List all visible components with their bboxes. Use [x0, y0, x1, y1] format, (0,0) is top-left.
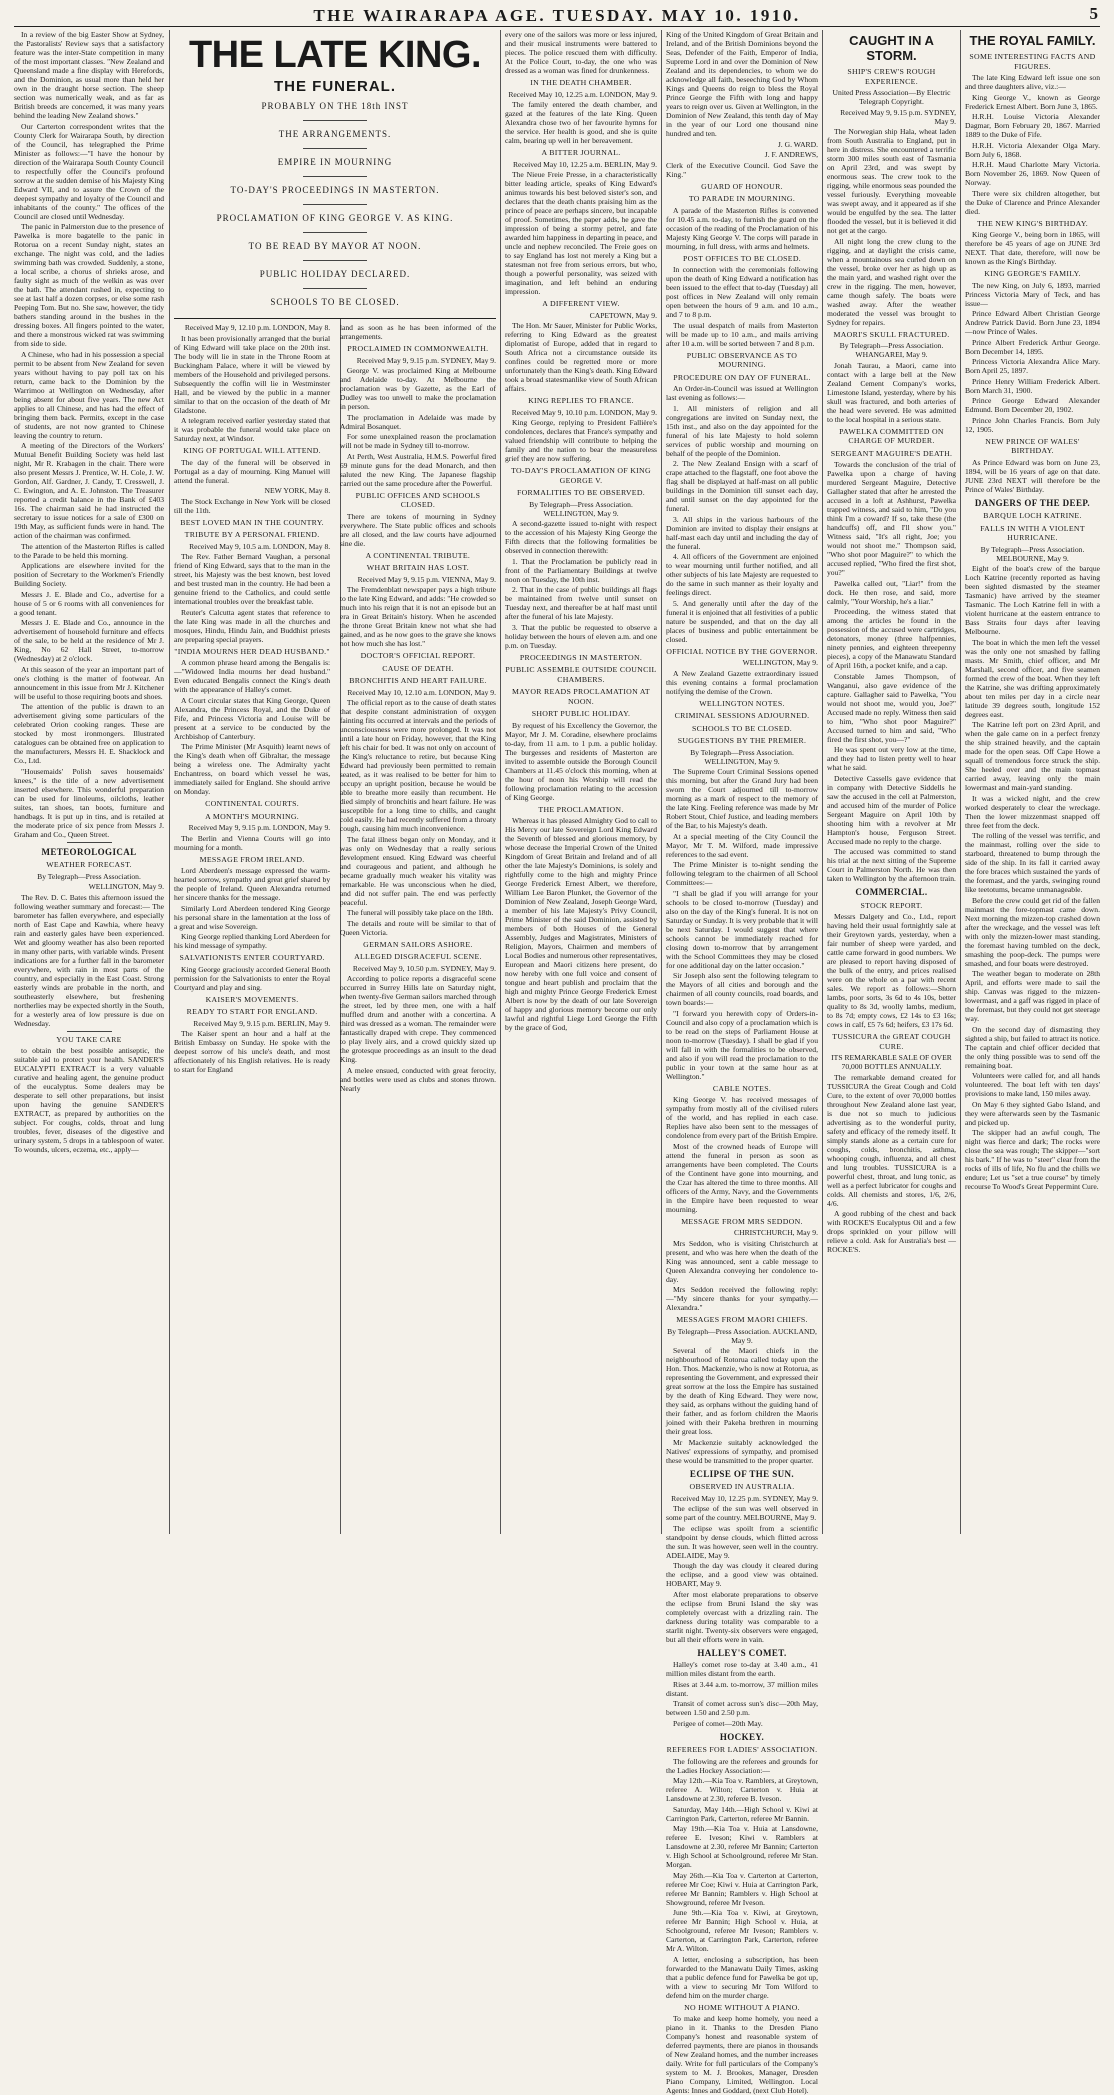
paragraph: The Norwegian ship Hala, wheat laden from South Australia to England, put in here in distress. She encountered a terrific storm 300 miles south east of Tasmania on April 23rd, and was swept by enormous seas. The crew took to the rigging, while enormous seas pounded the vessel furiously. Everything moveable was swept away, and it appeared as if she would be engulfed by the sea. The latter flooded the vessel, but it is believed it did not get at the cargo. — [827, 127, 956, 235]
column-7 — [965, 30, 1100, 2089]
paragraph: Before the crew could get rid of the fallen mainmast the fore-topmast came down. Next morning the mizzen-top crashed down after the wreckage, and the vessel was left with only the mizzen-lower mast standing, the foremast having tumbled on the deck, smashing the poop-deck. The pumps were smashed, and four boats were destroyed. — [965, 896, 1100, 968]
signature: J. F. ANDREWS, — [666, 150, 818, 159]
subheading: THE PROCLAMATION. — [505, 805, 657, 815]
subheading: IN THE DEATH CHAMBER. — [505, 78, 657, 88]
paragraph: According to police reports a disgraceful scene occurred in Surrey Hills late on Saturday night, when twenty-five German sailors marched through the street, led by three men, one with a half muffled drum and another with a concertina. A third was dressed as a woman. The remainder were fantastically draped with crepe. They commenced to play lively airs, and a crowd quickly sized up the grotesque proceedings as an insult to the dead King. — [340, 974, 496, 1064]
dateline: Received May 10, 12.25 a.m. LONDON, May 9. — [505, 90, 657, 99]
paragraph: every one of the sailors was more or less injured, and their musical instruments were battered to pieces. The police rescued them with difficulty. At the Police Court, to-day, the one who was dressed as a woman was fined for drunkenness. — [505, 30, 657, 75]
paragraph: The Fremdenblatt newspaper pays a high tribute to the late King Edward, and adds: "He crowded so much into his reign that it is not an episode but an era in Great Britain's history. When he ascended the throne Great Britain knew not what she had gained, and as he now goes to the grave she knows not how much she has lost." — [340, 585, 496, 648]
dateline: CHRISTCHURCH, May 9. — [666, 1228, 818, 1237]
subheading: ALLEGED DISGRACEFUL SCENE. — [340, 952, 496, 962]
deck-line: PROBABLY ON THE 18th INST — [174, 101, 496, 112]
advert-text: To make and keep home homely, you need a piano in it. Thanks to the Dresden Piano Company's honest and reasonable system of deferred payments, there are pianos in thousands of New Zealand homes, and the number increases daily. Write for full particulars of the Company's system to M. J. Brookes, Manager, Dresden Piano Company, Limited, Wellington. Local Agents: Innes and Goddard, (next Club Hotel). — [666, 2014, 818, 2095]
paragraph: Towards the conclusion of the trial of Pawelka upon a charge of having murdered Sergeant Maguire, Detective Gallagher stated that after he arrested the accused in a loft at Ashhurst, Pawelka trapped witness, and said to him, "Do you think I'm a coward? If so, take these (the handcuffs) off, and I'll show you." Witness said, "It's all right, Joe; you would not shoot me." Thompson said, "Who shot poor Maguire?" to which the accused replied, "Who fired the first shot, you?" — [827, 460, 956, 577]
paragraph: King George V., being born in 1865, will therefore be 45 years of age on JUNE 3rd NEXT. That date, therefore, will now be known as the King's Birthday. — [965, 230, 1100, 266]
subheading: KING REPLIES TO FRANCE. — [505, 396, 657, 406]
paragraph: Jonah Taurau, a Maori, came into contact with a large bell at the New Zealand Cement Company's works, Limestone Island, yesterday, where by his skull was fractured, and both arteries of the head were severed. He was admitted to the local hospital in a serious state. — [827, 361, 956, 424]
subheading: PUBLIC OBSERVANCE AS TO MOURNING. — [666, 351, 818, 370]
subheading: KING OF PORTUGAL WILL ATTEND. — [174, 446, 330, 456]
paragraph: 2. The New Zealand Ensign with a scarf of crape attached to the flagstaff, one foot above the flag shall be displayed at half-mast on all public buildings in the Dominion till sunset each day, and until sunset on the day appointed for the funeral. — [666, 459, 818, 513]
paragraph: Pawelka called out, "Liar!" from the dock. He then rose, and said, more calmly, "Your Worship, he's a liar." — [827, 579, 956, 606]
advert-subheading: ITS REMARKABLE SALE OF OVER 70,000 BOTTLES ANNUALLY. — [827, 1053, 956, 1071]
subheading: MESSAGES FROM MAORI CHIEFS. — [666, 1315, 818, 1325]
paragraph: After most elaborate preparations to observe the eclipse from Bruni Island the sky was completely overcast with a drizzling rain. The darkness during totality was comparable to a starlit night. Twenty-six observers were engaged, but all their efforts were in vain. — [666, 1590, 818, 1644]
paragraph: At a special meeting of the City Council the Mayor, Mr T. M. Wilford, made impressive references to the sad event. — [666, 832, 818, 859]
deck-line: EMPIRE IN MOURNING — [174, 157, 496, 168]
dateline: Received May 10, 12.25 a.m. BERLIN, May 9. — [505, 160, 657, 169]
subheading: KING GEORGE'S FAMILY. — [965, 269, 1100, 279]
paragraph: 3. All ships in the various harbours of the Dominion are invited to display their ensigns at half-mast each day until and including the day of the funeral. — [666, 515, 818, 551]
paragraph: All night long the crew clung to the rigging, and at daylight the crisis came, when a mountainous sea curled down on the vessel, broke over her as high up as the main yard, and washed right over the crew in the rigging. The men, however, came though safely. The boats were washed away. After the weather moderated the vessel was brought to Sydney for repairs. — [827, 237, 956, 327]
dateline: Received May 9, 9.15 p.m. SYDNEY, May 9. — [827, 108, 956, 126]
paragraph: H.R.H. Maud Charlotte Mary Victoria. Born November 26, 1869. Now Queen of Norway. — [965, 160, 1100, 187]
subheading: SUGGESTIONS BY THE PREMIER. — [666, 736, 818, 746]
byline: United Press Association—By Electric Telegraph Copyright. — [827, 88, 956, 106]
paragraph: Most of the crowned heads of Europe will attend the funeral in person as soon as arrangements have been completed. The Courts of the Continent have gone into mourning, and the Czar has altered the time to three months. All officers of the Army, Navy, and the Governments in the Empire have been requested to wear mourning. — [666, 1142, 818, 1214]
subheading: BARQUE LOCH KATRINE. — [965, 511, 1100, 521]
page-number: 5 — [1090, 4, 1099, 24]
advert-heading: TUSSICURA the GREAT COUGH CURE. — [827, 1032, 956, 1051]
paragraph: The Rev. D. C. Bates this afternoon issued the following weather summary and forecast:— The barometer has fallen everywhere, and especially north of East Cape and Kawhia, where heavy rain and easterly gales have been experienced. Wet and gloomy weather has also been reported in many other parts, with variable winds. Present indications are for a further fall in the barometer everywhere, with rain in most parts of the country, and especially in the East Coast. Strong easterly winds are probable in the north, and southeasterly elsewhere, but freshening northerlies may be expected shortly in the South, for a westerly area of low pressure is due on Wednesday. — [14, 893, 164, 1028]
paragraph: It has been provisionally arranged that the burial of King Edward will take place on the 20th inst. The body will lie in state in the Throne Room at Buckingham Palace, where it will be viewed by members of the Household and privileged persons. Subsequently the coffin will lie in Westminster Hall, and be viewed by the public in a manner similar to that on the occasion of the death of Mr Gladstone. — [174, 334, 330, 415]
paragraph: The funeral will possibly take place on the 18th. — [340, 908, 496, 917]
dateline: CAPETOWN, May 9. — [505, 311, 657, 320]
paragraph: May 26th.—Kia Toa v. Carterton at Carterton, referee Mr Coe; Kiwi v. Huia at Carrington Park, referee Mr Bannin; Ramblers v. High School at Showground, referee Mr Iveson. — [666, 1871, 818, 1907]
subheading: KAISER'S MOVEMENTS. — [174, 995, 330, 1005]
dateline: Received May 9, 9.15 p.m. BERLIN, May 9. — [174, 1019, 330, 1028]
dateline: Received May 9, 9.15 p.m. VIENNA, May 9. — [340, 575, 496, 584]
subheading: POST OFFICES TO BE CLOSED. — [666, 254, 818, 264]
paragraph: The Rev. Father Bernard Vaughan, a personal friend of King Edward, says that to the man in the street, his Majesty was the best known, best loved and best trusted man in the country. He had been a genuine friend to the Catholics, and could settle international troubles over the breakfast table. — [174, 552, 330, 606]
dateline: Received May 9, 10.10 p.m. LONDON, May 9. — [505, 408, 657, 417]
subheading: MESSAGE FROM IRELAND. — [174, 855, 330, 865]
paragraph: King George V. has received messages of sympathy from mostly all of the civilised rulers of the world, and has replied in each case. Replies have also been sent to the messages of condolence from every part of the British Empire. — [666, 1095, 818, 1140]
paragraph: As Prince Edward was born on June 23, 1894, will be 16 years of age on that date. JUNE 23rd NEXT will therefore be the Prince of Wales' Birthday. — [965, 458, 1100, 494]
paragraph: Reuter's Calcutta agent states that reference to the late King was made in all the churches and mosques, Hindu, Hindu Jain, and Buddhist priests are preparing special prayers. — [174, 608, 330, 644]
article-left — [174, 323, 330, 1094]
column-2 — [174, 30, 496, 1534]
paragraph: A Chinese, who had in his possession a special permit to be absent from New Zealand for seven years without having to pay poll tax on his return, came back to the Dominion by the Warrimoo at Wellington on Wednesday, after being absent for about five years. The new Act applies to all Chinese, and has had the effect of bringing them back. Permits, except in the case of students, are not now granted to Chinese leaving the country to return. — [14, 350, 164, 440]
paragraph: June 9th.—Kia Toa v. Kiwi, at Greytown, referee Mr Bannin; High School v. Huia, at Schoolground, referee Mr Iveson; Ramblers v. Carterton, at Carrington Park, Carterton, referee Mr A. Wilton. — [666, 1908, 818, 1953]
paragraph: Messrs J. E. Blade and Co., announce in the advertisement of household furniture and effects of the sale, to be held at the residence of Mr J. King, No 62 Hall Street, to-morrow (Wednesday) at 2 o'clock. — [14, 618, 164, 663]
subheading: TO-DAY'S PROCLAMATION OF KING GEORGE V. — [505, 466, 657, 485]
column-rule — [822, 30, 823, 1534]
subheading: WHAT BRITAIN HAS LOST. — [340, 563, 496, 573]
paragraph: A melee ensued, conducted with great ferocity, and bottles were used as clubs and stones thrown. Nearly — [340, 1066, 496, 1093]
paragraph: A second-gazette issued to-night with respect to the accession of his Majesty King George the Fifth directs that the following formalities be observed in connection therewith: — [505, 519, 657, 555]
paragraph: Prince George Edward Alexander Edmund. Born December 20, 1902. — [965, 396, 1100, 414]
subheading: CABLE NOTES. — [666, 1084, 818, 1094]
paragraph: The eclipse of the sun was well observed in some part of the country. MELBOURNE, May 9. — [666, 1504, 818, 1522]
paragraph: Mrs Seddon received the following reply:—"My sincere thanks for your sympathy.—Alexandra." — [666, 1285, 818, 1312]
paragraph: At Perth, West Australia, H.M.S. Powerful fired 69 minute guns for the dead Monarch, and then saluted the new King. The Japanese flagship carried out the same procedure after the Powerful. — [340, 452, 496, 488]
paragraph: Prince John Charles Francis. Born July 12, 1905. — [965, 416, 1100, 434]
paragraph: The details and route will be similar to that of Queen Victoria. — [340, 919, 496, 937]
paragraph: There were six children altogether, but the Duke of Clarence and Prince Alexander died. — [965, 189, 1100, 216]
paragraph: Though the day was cloudy it cleared during the eclipse, and a good view was obtained. HOBART, May 9. — [666, 1561, 818, 1588]
subheading: STOCK REPORT. — [827, 901, 956, 911]
headline-deck — [174, 101, 496, 308]
paragraph: land as soon as he has been informed of the arrangements. — [340, 323, 496, 341]
subheading: BEST LOVED MAN IN THE COUNTRY. — [174, 518, 330, 528]
paragraph: The usual despatch of mails from Masterton will be made up to 10 a.m., and mails arriving after 10 a.m. will be sorted between 7 and 8 p.m. — [666, 321, 818, 348]
paragraph: On May 6 they sighted Gabo Island, and they were afterwards seen by the Tasmanic and picked up. — [965, 1100, 1100, 1127]
paragraph: "I shall be glad if you will arrange for your schools to be closed to-morrow (Tuesday) and also on the day of the King's funeral. It is not on Saturday or Sunday. It is very probable that it will be next Saturday. I would suggest that where schools cannot be immediately reached for closing down to-morrow that by arrangement with the School Committees they may be closed for one additional day on the latter occasion." — [666, 889, 818, 970]
paragraph: Transit of comet across sun's disc—20th May, between 1.50 and 2.50 p.m. — [666, 1699, 818, 1717]
byline: By Telegraph—Press Association. MELBOURNE, May 9. — [965, 545, 1100, 563]
byline: By Telegraph—Press Association. WELLINGTON, May 9. — [505, 500, 657, 518]
paragraph: Sir Joseph also sent the following telegram to the Mayors of all cities and borough and the chairmen of all county councils, road boards, and town boards:— — [666, 971, 818, 1007]
paragraph: 1. That the Proclamation be publicly read in front of the Parliamentary Buildings at twelve noon on Tuesday, the 10th inst. — [505, 557, 657, 584]
subheading: A CONTINENTAL TRIBUTE. — [340, 551, 496, 561]
subheading: PROCLAIMED IN COMMONWEALTH. — [340, 344, 496, 354]
paragraph: May 12th.—Kia Toa v. Ramblers, at Greytown, referee A. Wilton; Carterton v. Huia at Lansdowne at 2.30, referee B. Iveson. — [666, 1776, 818, 1803]
advert-text: The remarkable demand created for TUSSICURA the Great Cough and Cold Cure, to the extent of over 70,000 bottles throughout New Zealand alone last year, is due not so much to judicious advertising as to the wonderful purity, safety and efficacy of the remedy itself. It simply stands alone as a certain cure for coughs, colds, bronchitis, asthma, whooping cough, influenza, and all chest and lung troubles. TUSSICURA is a powerful chest, throat, and lung tonic, as well as a perfect lubricator for coughs and colds. All chemists and stores, 1/6, 2/6, 4/6. — [827, 1073, 956, 1208]
subheading: READY TO START FOR ENGLAND. — [174, 1007, 330, 1017]
paragraph: There are tokens of mourning in Sydney everywhere. The State public offices and schools are all closed, and the law courts have adjourned sine die. — [340, 512, 496, 548]
deck-line: PROCLAMATION OF KING GEORGE V. AS KING. — [174, 213, 496, 224]
section-boldhead: CAUGHT IN A STORM. — [827, 33, 956, 63]
dateline: Received May 9, 9.15 p.m. LONDON, May 9. — [174, 823, 330, 832]
article-right — [340, 323, 496, 1094]
paragraph: The official report as to the cause of death states that despite constant administration of oxygen fainting fits occurred at intervals and the periods of unconsciousness were more prolonged. It was not until a late hour on Friday, however, that the King left his chair for bed. It was not only on account of the King's reluctance to retire, but because King Edward had previously been permitted to remain seated, as it was realised to be better for him to occupy an upright position, because he would be able to breathe more easily than recumbent. He died simply of bronchitis and heart failure. He was susceptible for a long time to chills, and caught cold easily. He had recently suffered from a throaty cough, causing him much inconvenience. — [340, 698, 496, 833]
paragraph: The attention of the Masterton Rifles is called to the Parade to be held this morning. — [14, 542, 164, 560]
paragraph: A meeting of the Directors of the Workers' Mutual Benefit Building Society was held last night, Mr R. Krabagen in the chair. There were also present Messrs J. Prentice, W. H. Cole, J. W. Gordon, Alf. Gardner, J. Candy, T. Cresswell, J. C. Ewington, and A. E. Johnston. The Treasurer reported a credit balance in the Bank of £403 16s. The chairman said he had instructed the secretary to issue notices for a sale of £300 on 19th May, as sufficient funds were in hand. The action of the chairman was confirmed. — [14, 441, 164, 540]
paragraph: The Supreme Court Criminal Sessions opened this morning, but after the Grand Jury had been sworn the Court adjourned till to-morrow morning as a mark of respect to the memory of the late King. Feeling reference was made by Mr Robert Stout, Chief Justice, and leading members of the Bar, to his Majesty's death. — [666, 767, 818, 830]
paragraph: "I forward you herewith copy of Orders-in-Council and also copy of a proclamation which is to be read on the steps of Parliament House at noon to-morrow (Tuesday). I shall be glad if you will fall in with the formalities to be observed, and also if you will read the proclamation to the public in your town at the same hour as at Wellington." — [666, 1009, 818, 1081]
paragraph: The rolling of the vessel was terrific, and the mainmast, rolling over the side to starboard, threatened to bump through the side of the ship. In its fall it carried away the fore braces which sustained the yards of the foremast, and the yards, swinging round like teetotums, became unmanageable. — [965, 831, 1100, 894]
paragraph: Prince Albert Frederick Arthur George. Born December 14, 1895. — [965, 338, 1100, 356]
paragraph: A parade of the Masterton Rifles is convened for 10.45 a.m. to-day, to furnish the guard on the occasion of the reading of the Proclamation of his Majesty King George V. The corps will parade in mourning, in full dress, with arms and helmets. — [666, 206, 818, 251]
subheading: CRIMINAL SESSIONS ADJOURNED. — [666, 711, 818, 721]
paragraph: The Kaiser spent an hour and a half at the British Embassy on Sunday. He spoke with the deepest sorrow of his uncle's death, and most affectionately of his English relatives. He is ready to start for England — [174, 1029, 330, 1074]
column-3 — [505, 30, 657, 1534]
paragraph: King George replied thanking Lord Aberdeen for his kind message of sympathy. — [174, 932, 330, 950]
paragraph: The Berlin and Vienna Courts will go into mourning for a month. — [174, 834, 330, 852]
column-rule — [500, 30, 501, 1534]
subheading: CONTINENTAL COURTS. — [174, 799, 330, 809]
subheading: MESSAGE FROM MRS SEDDON. — [666, 1217, 818, 1227]
subheading: MAORI'S SKULL FRACTURED. — [827, 330, 956, 340]
section-heading: HOCKEY. — [666, 1732, 818, 1743]
paragraph: Applications are elsewhere invited for the position of Secretary to the Workmen's Friendly Building Society. — [14, 561, 164, 588]
paragraph: On the second day of dismasting they sighted a ship, but failed to attract its notice. The captain and chief officer decided that the only thing possible was to send off the remaining boat. — [965, 1025, 1100, 1070]
paragraph: Princess Victoria Alexandra Alice Mary. Born April 25, 1897. — [965, 357, 1100, 375]
paragraph: Eight of the boat's crew of the barque Loch Katrine (recently reported as having been sighted dismasted by the steamer Tasmanic) have arrived by the steamer Tasmanic. The Loch Katrine fell in with a violent hurricane at the eastern entrance to Bass Straits four days after leaving Melbourne. — [965, 564, 1100, 636]
subheading: DOCTOR'S OFFICIAL REPORT. — [340, 651, 496, 661]
deck-line: TO-DAY'S PROCEEDINGS IN MASTERTON. — [174, 185, 496, 196]
paragraph: 5. And generally until after the day of the funeral it is enjoined that all festivities of a public nature be suspended, and that on the day all places of business and public entertainment be closed. — [666, 599, 818, 644]
paragraph: A common phrase heard among the Bengalis is:—"Widowed India mourns her dead husband." Even educated Bengalis connect the King's death with the appearance of Halley's comet. — [174, 658, 330, 694]
paragraph: Saturday, May 14th.—High School v. Kiwi at Carrington Park, Carterton, referee Mr Bannin. — [666, 1805, 818, 1823]
paragraph: The Stock Exchange in New York will be closed till the 11th. — [174, 497, 330, 515]
dateline: Received May 9, 12.10 p.m. LONDON, May 8. — [174, 323, 330, 332]
column-1 — [14, 30, 164, 1534]
paragraph: 4. All officers of the Government are enjoined to wear mourning until further notified, and all other subjects of his late Majesty are requested to do the same in such manner as their loyalty and feelings direct. — [666, 552, 818, 597]
subheading: "INDIA MOURNS HER DEAD HUSBAND." — [174, 647, 330, 657]
paragraph: The day of the funeral will be observed in Portugal as a day of mourning. King Manuel will attend the funeral. — [174, 458, 330, 485]
paragraph: The fatal illness began only on Monday, and it was only on Wednesday that a really serious development ensued. King Edward was cheerful and courageous and patient, and although he became gradually much weaker his vitality was remarkable. He was unconscious when he died, and did not suffer pain. The end was perfectly peaceful. — [340, 835, 496, 907]
subheading: PROCEDURE ON DAY OF FUNERAL. — [666, 373, 818, 383]
dateline: Received May 9, 10.5 a.m. LONDON, May 8. — [174, 542, 330, 551]
paragraph: It was a wicked night, and the crew worked desperately to clear the wreckage. Then the lower mizzenmast snapped off three feet from the deck. — [965, 794, 1100, 830]
paragraph: 2. That in the case of public buildings all flags be maintained from twelve until sunset on Tuesday next, and thereafter be at half mast until after the funeral of his late Majesty. — [505, 585, 657, 621]
subheading: SCHOOLS TO BE CLOSED. — [666, 724, 818, 734]
masthead-title: THE WAIRARAPA AGE. TUESDAY. MAY 10. 1910. — [313, 6, 800, 26]
main-headline: THE LATE KING. — [174, 34, 496, 76]
byline: By Telegraph—Press Association. WHANGAREI, May 9. — [827, 341, 956, 359]
subheading: REFEREES FOR LADIES' ASSOCIATION. — [666, 1745, 818, 1755]
subheading: GUARD OF HONOUR. — [666, 182, 818, 192]
paragraph: Mr Mackenzie suitably acknowledged the Natives' expressions of sympathy, and promised these would be transmitted to the proper quarter. — [666, 1438, 818, 1465]
paragraph: The panic in Palmerston due to the presence of Pawelka is more bagatelle to the panic in Rotorua on a recent Sunday night, states an exchange. The night was cold, and the ladies swimming bath was crowded. Suddenly, a stone, a local scribe, a chorus of shrieks arose, and faulty sight as much of the welkin as was over the bath. The attendant rushed in, expecting to see at last half a dozen corpses, or else some rash Peeping Tom. But no. She saw, however, the tidy bathers standing around in the bushes in the dressing boxes. All fingers pointed to the water, and there a monstrous wicked rat was swimming from side to side. — [14, 222, 164, 348]
paragraph: For some unexplained reason the proclamation will not be made in Sydney till to-morrow. — [340, 432, 496, 450]
paragraph: A telegram received earlier yesterday stated that it was probable the funeral would take place on Saturday next, at Windsor. — [174, 416, 330, 443]
paragraph: The attention of the public is drawn to an advertisement giving some particulars of the celebrated Orion cooking ranges. These are stocked by most ironmongers. Illustrated catalogues can be obtained free on application to the manufacturers, Messrs H. E. Shacklock and Co., Ltd. — [14, 702, 164, 765]
column-rule — [661, 30, 662, 1534]
paragraph: Messrs J. E. Blade and Co., advertise for a house of 5 or 6 rooms with all conveniences for a good tenant. — [14, 590, 164, 617]
subheading: PAWELKA COMMITTED ON CHARGE OF MURDER. — [827, 427, 956, 446]
paragraph: 1. All ministers of religion and all congregations are invited on Sunday next, the 15th inst., and also on the day appointed for the funeral of his late Majesty to hold solemn services of public worship and mourning on behalf of the people of the Dominion. — [666, 404, 818, 458]
paragraph: Halley's comet rose to-day at 3.40 a.m., 41 million miles distant from the earth. — [666, 1660, 818, 1678]
deck-line: PUBLIC HOLIDAY DECLARED. — [174, 269, 496, 280]
subheading: PUBLIC OFFICES AND SCHOOLS CLOSED. — [340, 491, 496, 510]
subheading: FALLS IN WITH A VIOLENT HURRICANE. — [965, 524, 1100, 543]
subheading: TRIBUTE BY A PERSONAL FRIEND. — [174, 530, 330, 540]
paragraph: The Prime Minister is to-night sending the following telegram to the chairmen of all School Committees:— — [666, 860, 818, 887]
subheading: SHIP'S CREW'S ROUGH EXPERIENCE. — [827, 67, 956, 86]
advert-text: to obtain the best possible antiseptic, the suitable aid to protect your health. SANDER'S EUCALYPTI EXTRACT is a very valuable curative and healing agent, the genuine product of the eucalyptus. Some dealers may be desperate to sell other preparations, but insist upon having the genuine SANDER'S EXTRACT, as prepared by authorities on the subject. For coughs, colds, throat and lung troubles, fever, diseases of the digestive and urinary system, 5 drops in a tablespoon of water. To wounds, ulcers, eczema, etc., apply— — [14, 1046, 164, 1154]
paragraph: The Prime Minister (Mr Asquith) learnt news of the King's death when off Gibraltar, the message being a wireless one. The Admiralty yacht Enchantress, on board which vessel he was, immediately sailed for England. She should arrive on Monday. — [174, 742, 330, 796]
paragraph: George V. was proclaimed King at Melbourne and Adelaide to-day. At Melbourne the proclamation was by Gazette, as the Earl of Dudley was too unwell to make the proclamation in person. — [340, 366, 496, 411]
byline: By Telegraph—Press Association. WELLINGTON, May 9. — [666, 748, 818, 766]
column-6 — [827, 30, 956, 1534]
subheading: GERMAN SAILORS ASHORE. — [340, 940, 496, 950]
subheading: SERGEANT MAGUIRE'S DEATH. — [827, 449, 956, 459]
paragraph: The following are the referees and grounds for the Ladies Hockey Association:— — [666, 1757, 818, 1775]
paragraph: At this season of the year an important part of one's clothing is the matter of footwear. An announcement in this issue from Mr J. Kitchener will be useful to those requiring boots and shoes. — [14, 665, 164, 701]
section-heading: DANGERS OF THE DEEP. — [965, 498, 1100, 509]
section-heading: HALLEY'S COMET. — [666, 1648, 818, 1659]
subheading: TO PARADE IN MOURNING. — [666, 194, 818, 204]
main-subheadline: THE FUNERAL. — [174, 82, 496, 91]
paragraph: Similarly Lord Aberdeen tendered King George his personal share in the lamentation at the loss of a great and wise Sovereign. — [174, 904, 330, 931]
subheading: NEW PRINCE OF WALES' BIRTHDAY. — [965, 437, 1100, 456]
dateline: NEW YORK, May 8. — [174, 486, 330, 495]
paragraph: "Housemaids' Polish saves housemaids' knees," is the title of a new advertisement inserted elsewhere. This wonderful preparation can be used for linoleums, oilcloths, leather suites, tan shoes, tan boots, furniture and handbags. It is put up in tins, and is retailed at the moderate price of six pence from Messrs J. Graham and Co., Queen Street. — [14, 767, 164, 839]
paragraph: The proclamation in Adelaide was made by Admiral Bosanquet. — [340, 413, 496, 431]
byline: By Telegraph—Press Association. — [14, 872, 164, 881]
paragraph: Several of the Maori chiefs in the neighbourhood of Rotorua called today upon the Hon. Thos. Mackenzie, who is now at Rotorua, as representing the Government, and expressed their great sorrow at the loss the Empire has sustained by the death of King Edward. They were now, they said, as orphans without the guiding hand of their father, and as forlorn children the Maoris joined with their Pakeha brethren in mourning their great loss. — [666, 1346, 818, 1436]
paragraph: A Court circular states that King George, Queen Alexandra, the Princess Royal, and the Duke of Fife, and Princess Victoria and Louise will be present at a service to be conducted by the Archbishop of Canterbury. — [174, 696, 330, 741]
paragraph: The boat in which the men left the vessel was the only one not smashed by falling masts. Mr Smith, chief officer, and Mr Marshall, second officer, and five seamen formed the crew of the boat. When they left the Katrine, she was drifting approximately about ten miles per day in a circle near latitude 39 degrees south, longitude 152 degrees east. — [965, 638, 1100, 719]
byline: By Telegraph—Press Association. AUCKLAND, May 9. — [666, 1327, 818, 1345]
paragraph: Constable James Thompson, of Wanganui, also gave evidence of the capture. Gallagher said to Pawelka, "You would not shoot me, would you, Joe?" Accused made no reply. Witness then said to him, "Who shot poor Maguire?" Accused turned to him and said, "Who fired the first shot, you—?" — [827, 672, 956, 744]
dateline: Received May 9, 9.15 p.m. SYDNEY, May 9. — [340, 356, 496, 365]
paragraph: The late King Edward left issue one son and three daughters alive, viz.:— — [965, 73, 1100, 91]
paragraph: Detective Cassells gave evidence that in company with Detective Siddells he saw the accused in the cell at Palmerston, and accused him of the murder of Police Sergeant Maguire on April 10th by shooting him with a revolver at Mr Hampton's house, Ferguson Street. Accused made no reply to the charge. — [827, 774, 956, 846]
paragraph: He was spent out very low at the time, and they had to listen pretty well to hear what he said. — [827, 745, 956, 772]
dateline: WELLINGTON, May 9. — [14, 882, 164, 891]
advert-heading: YOU TAKE CARE — [14, 1035, 164, 1045]
advert-heading: NO HOME WITHOUT A PIANO. — [666, 2003, 818, 2013]
subheading: OFFICIAL NOTICE BY THE GOVERNOR. — [666, 647, 818, 657]
subheading: SALVATIONISTS ENTER COURTYARD. — [174, 953, 330, 963]
subheading: SOME INTERESTING FACTS AND FIGURES. — [965, 52, 1100, 71]
subheading: PUBLIC ASSEMBLE OUTSIDE COUNCIL CHAMBERS. — [505, 665, 657, 684]
paragraph: In a review of the big Easter Show at Sydney, the Pastoralists' Review says that a satisfactory feature was the inter-State competition in many of the most important classes. "New Zealand and Queensland made a fine display with Herefords, and the Dominion, as usual more than held her own in the draught horse section. The sheep section was numerically weak, and as far as British breeds are concerned, it was many years behind the leading New Zealand shows." — [14, 30, 164, 120]
paragraph: The eclipse was spoilt from a scientific standpoint by dense clouds, which flitted across the sun. It was however, seen well in the country. ADELAIDE, May 9. — [666, 1524, 818, 1560]
paragraph: 3. That the public be requested to observe a holiday between the hours of eleven a.m. and one p.m. on Tuesday. — [505, 623, 657, 650]
paragraph: Proceeding, the witness stated that among the articles he found in the possession of the accused were cartridges, detonators, money (three halfpennies, ninety pennies, and eighteen threepenny pieces), a copy of the Manawatu Standard of April 16th, a pocket knife, and a cap. — [827, 607, 956, 670]
advert-text: A good rubbing of the chest and back with ROCKE'S Eucalyptus Oil and a few drops sprinkled on your pillow will relieve a cold. Ask for Australia's best —ROCKE'S. — [827, 1209, 956, 1254]
column-rule — [169, 30, 170, 1534]
subheading: THE NEW KING'S BIRTHDAY. — [965, 219, 1100, 229]
subheading: MAYOR READS PROCLAMATION AT NOON. — [505, 687, 657, 706]
paragraph: The weather began to moderate on 28th April, and efforts were made to sail the ship. Canvas was rigged to the mizzen-lowermast, and a gaff was rigged in place of the foremast, but they could not get steerage way. — [965, 969, 1100, 1023]
subheading: WELLINGTON NOTES. — [666, 699, 818, 709]
subheading: FORMALITIES TO BE OBSERVED. — [505, 488, 657, 498]
paragraph: The Hon. Mr Sauer, Minister for Public Works, referring to King Edward as the greatest diplomatist of Europe, added that in regard to South Africa not a circumstance outside its confines could be regretted more or more unfortunately than the King's death. King Edward took a broad statesmanlike view of South African affairs. — [505, 321, 657, 393]
paragraph: Prince Henry William Frederick Albert. Born March 31, 1900. — [965, 377, 1100, 395]
paragraph: In connection with the ceremonials following upon the death of King Edward a notification has been issued to the effect that to-day (Tuesday) all post offices in New Zealand will only remain open between the hours of 9 a.m. and 10 a.m., and 7 to 8 p.m. — [666, 265, 818, 319]
dateline: Received May 9, 10.50 p.m. SYDNEY, May 9. — [340, 964, 496, 973]
paragraph: Rises at 3.44 a.m. to-morrow, 37 million miles distant. — [666, 1680, 818, 1698]
subheading: PROCEEDINGS IN MASTERTON. — [505, 653, 657, 663]
paragraph: Whereas it has pleased Almighty God to call to His Mercy our late Sovereign Lord King Edward the Seventh of blessed and glorious memory, by whose decease the Imperial Crown of the United Kingdom of Great Britain and Ireland and of all other the late Majesty's Dominions, is solely and rightfully come to the high and mighty Prince George Frederick Ernest Albert, we therefore, William Lee Baron Plunket, the Governor of the Dominion of New Zealand, Joseph George Ward, a member of his late Majesty's Privy Council, Prime Minister of the said Dominion, assisted by members of both Houses of the General Assembly, Judges and Magistrates, Ministers of Religion, Mayors, Chairmen and members of Local Bodies and numerous other representatives, European and Maori citizens here present, do now hereby with one full voice and consent of tongue and heart publish and proclaim that the high and mighty Prince George Frederick Ernest Albert is now by the death of our late Sovereign of happy and glorious memory become our only lawful and rightful Liege Lord George the Fifth by the grace of God, — [505, 816, 657, 1032]
paragraph: By request of his Excellency the Governor, the Mayor, Mr J. M. Coradine, elsewhere proclaims to-day, from 11 a.m. to 1 p.m. a public holiday. The burgesses and residents of Masterton are invited to assemble outside the Borough Council Chambers at 11.45 o'clock this morning, when at the hour of noon his Worship will read the following proclamation relating to the accession of King George. — [505, 721, 657, 802]
column-4 — [666, 30, 818, 1534]
subheading: A DIFFERENT VIEW. — [505, 299, 657, 309]
paragraph: Perigee of comet—20th May. — [666, 1719, 818, 1728]
subheading: WEATHER FORECAST. — [14, 860, 164, 870]
paragraph: Our Carterton correspondent writes that the County Clerk for Wairarapa South, by direction of the Council, has telegraphed the Prime Minister as follows:—"I have the honour by direction of the Wairarapa South County Council to respectfully offer the Council's profound sorrow at the sudden demise of his Majesty King Edward VII, and to assure the Crown of the deepest sympathy and loyalty of the Council and inhabitants of the county." The offices of the Council are closed until Wednesday. — [14, 122, 164, 221]
paragraph: The accused was committed to stand his trial at the next sitting of the Supreme Court in Palmerston North. He was then taken to Wellington by the afternoon train. — [827, 847, 956, 883]
deck-line: TO BE READ BY MAYOR AT NOON. — [174, 241, 496, 252]
subheading: CAUSE OF DEATH. — [340, 664, 496, 674]
paragraph: King of the United Kingdom of Great Britain and Ireland, and of the British Dominions beyond the Seas, Defender of the Faith, Emperor of India, Supreme Lord in and over the Dominion of New Zealand and its dependencies, to whom we do acknowledge all faith, beseeching God by Whom Kings and Queens do reign to bless the Royal Prince George the Fifth with long and happy years to reign over us. Given at Wellington, in the Dominion of New Zealand, this tenth day of May in the year of our Lord one thousand nine hundred and ten. — [666, 30, 818, 138]
paragraph: Lord Aberdeen's message expressed the warm-hearted sorrow, sympathy and great grief shared by the people of Ireland. Queen Alexandra returned her sincere thanks for the message. — [174, 866, 330, 902]
paragraph: King George V., known as George Frederick Ernest Albert. Born June 3, 1865. — [965, 93, 1100, 111]
masthead — [14, 2, 1100, 27]
paragraph: The new King, on July 6, 1893, married Princess Victoria Mary of Teck, and has issue— — [965, 281, 1100, 308]
paragraph: King George graciously accorded General Booth permission for the Salvationists to enter the Royal Courtyard and play and sing. — [174, 965, 330, 992]
signature: J. G. WARD. — [666, 140, 818, 149]
subheading: SHORT PUBLIC HOLIDAY. — [505, 709, 657, 719]
paragraph: Prince Edward Albert Christian George Andrew Patrick David. Born June 23, 1894—now Prince of Wales. — [965, 309, 1100, 336]
subheading: OBSERVED IN AUSTRALIA. — [666, 1482, 818, 1492]
subheading: A BITTER JOURNAL. — [505, 148, 657, 158]
paragraph: H.R.H. Louise Victoria Alexander Dagmar, Born February 20, 1867. Married 1889 to the Duke of Fife. — [965, 112, 1100, 139]
paragraph: King George, replying to President Fallière's condolences, declares that France's sympathy and valued friendship will contribute to helping the family and the nation to bear the measureless grief they are now suffering. — [505, 418, 657, 463]
column-5 — [666, 1084, 818, 2095]
section-boldhead: THE ROYAL FAMILY. — [965, 33, 1100, 48]
paragraph: Mrs Seddon, who is visiting Christchurch at present, and who was here when the death of the King was announced, sent a cable message to Queen Alexandra conveying her condolence to-day. — [666, 1239, 818, 1284]
paragraph: H.R.H. Victoria Alexander Olga Mary. Born July 6, 1868. — [965, 141, 1100, 159]
column-rule — [960, 30, 961, 1534]
deck-line: SCHOOLS TO BE CLOSED. — [174, 297, 496, 308]
paragraph: A New Zealand Gazette extraordinary issued this evening contains a formal proclamation notifying the demise of the Crown. — [666, 669, 818, 696]
section-heading: METEOROLOGICAL — [14, 847, 164, 858]
subheading: BRONCHITIS AND HEART FAILURE. — [340, 676, 496, 686]
subheading: A MONTH'S MOURNING. — [174, 812, 330, 822]
paragraph: The Katrine left port on 23rd April, and when the gale came on in a perfect frenzy the ship strained heavily, and the captain made for the open seas. Off Cape Howe a squall of tremendous force struck the ship. She heeled over and the main topmast carried away, leaving only the main lowermast and main-yard standing. — [965, 720, 1100, 792]
article-body — [174, 323, 496, 1094]
paragraph: Messrs Dalgety and Co., Ltd., report having held their usual fortnightly sale at their Greytown yards, yesterday, when a fair number of sheep were yarded, and cattle came forward in good numbers. We are pleased to report having disposed of the bulk of the entry, and prices realised were on the whole on a par with recent sales. We report as follows:—Shorn lambs, poor sorts, 3s 6d to 4s 10s, better quality to 8s 3d, woolly lambs, medium, to 8s 7d; empty cows, £2 14s to £3 16s; cows in calf, £5 7s 6d; heifers, £3 17s 6d. — [827, 912, 956, 1029]
section-heading: COMMERCIAL. — [827, 887, 956, 898]
paragraph: The Nieue Freie Presse, in a characteristically bitter leading article, speaks of King Edward's animus towards his best beloved sister's son, and declares that the death chants praising him as the prince of peace are perhaps sincere, but incapable of proof. Sometimes, the paper adds, he gave the impression of being a stormy petrel, and fate awarded him happiness in departing in peace, and uncle and nephew reconciled. The Freie goes on to say England has lost not merely a King but a statesman not free from serious errors, but who, though a powerful personality, was seized with imagination, and left behind an enduring impression. — [505, 170, 657, 296]
section-heading: ECLIPSE OF THE SUN. — [666, 1469, 818, 1480]
paragraph: An Order-in-Council was issued at Wellington last evening as follows:— — [666, 384, 818, 402]
paragraph: The family entered the death chamber, and gazed at the features of the late King. Queen Alexandra chose two of her favourite hymns for the service. Her health is good, and she is quite calm, bearing up well in her bereavement. — [505, 100, 657, 145]
advert-text: The skipper had an awful cough, The night was fierce and dark; The rocks were close the sea was rough; The skipper—"sort his bark." If he was to "steer" clear from the rocks of ills of life, No flu and the chills we endure; Let us "set a true course" by timely recourse To Wood's Great Peppermint Cure. — [965, 1128, 1100, 1191]
dateline: Received May 10, 12.10 a.m. LONDON, May 9. — [340, 688, 496, 697]
signature: Clerk of the Executive Council. God Save the King." — [666, 161, 818, 179]
paragraph: May 19th.—Kia Toa v. Huia at Lansdowne, referee E. Iveson; Kiwi v. Ramblers at Lansdowne at 2.30, referee Mr Bannin; Carterton v. High School at Schoolground, referee Mr Stan. Morgan. — [666, 1824, 818, 1869]
paragraph: A letter, enclosing a subscription, has been forwarded to the Manawatu Daily Times, asking that a public defence fund for Pawelka be got up, with a view to securing Mr Tom Wilford to defend him on the murder charge. — [666, 1955, 818, 2000]
dateline: Received May 10, 12.25 p.m. SYDNEY, May 9. — [666, 1494, 818, 1503]
paragraph: Volunteers were called for, and all hands volunteered. The boat left with ten days' provisions to make land, 150 miles away. — [965, 1071, 1100, 1098]
dateline: WELLINGTON, May 9. — [666, 658, 818, 667]
deck-line: THE ARRANGEMENTS. — [174, 129, 496, 140]
